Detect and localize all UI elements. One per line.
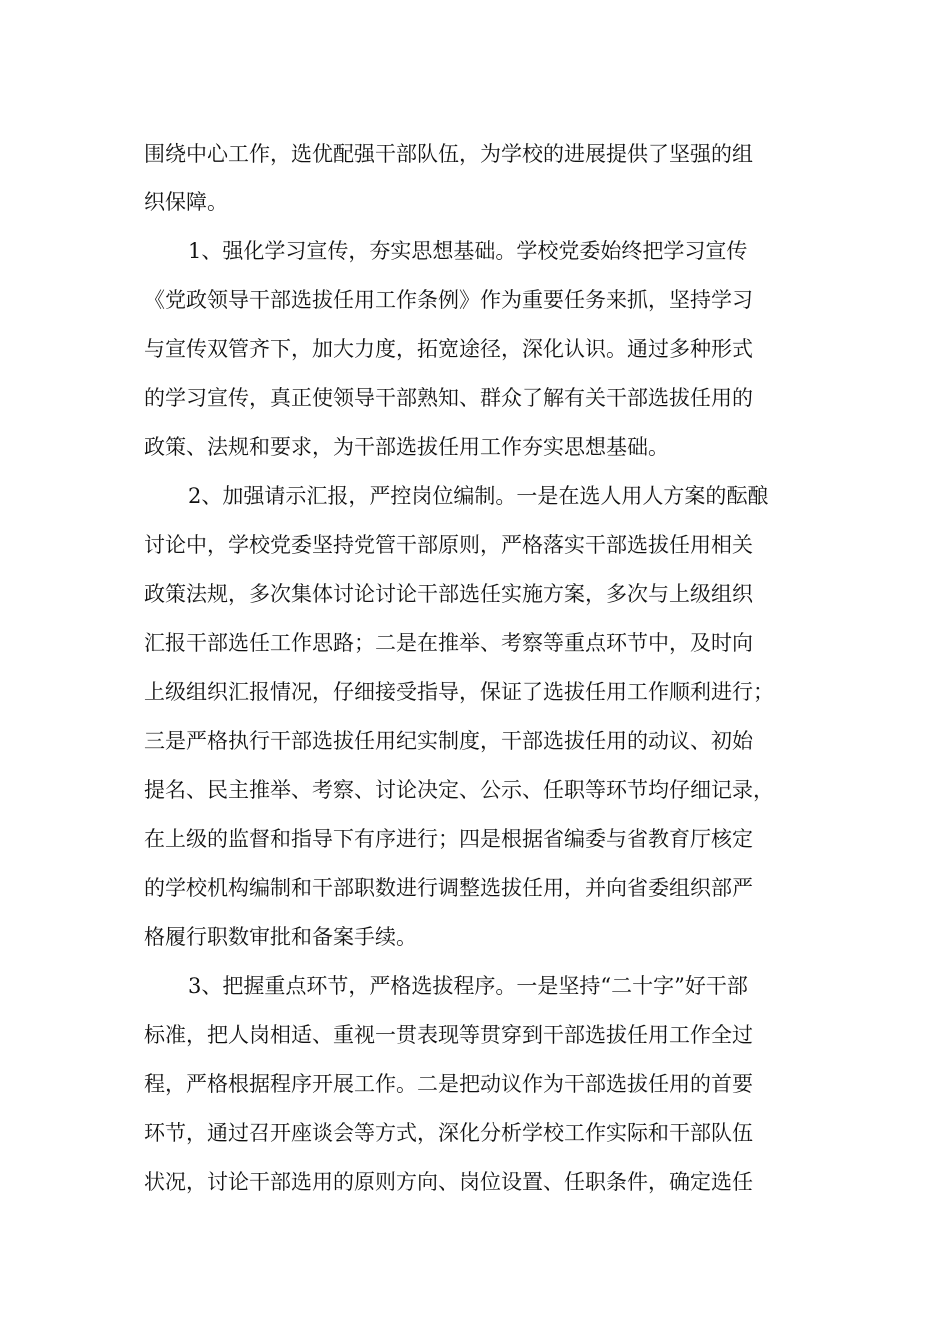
text-line: 织保障。 [144, 190, 228, 214]
text-line: 的学校机构编制和干部职数进行调整选拔任用，并向省委组织部严 [144, 876, 753, 900]
text-line: 在上级的监督和指导下有序进行；四是根据省编委与省教育厅核定 [144, 827, 753, 851]
text-line: 标准，把人岗相适、重视一贯表现等贯穿到干部选拔任用工作全过 [144, 1023, 753, 1047]
text-line: 程，严格根据程序开展工作。二是把动议作为干部选拔任用的首要 [144, 1072, 753, 1096]
text-line: 的学习宣传，真正使领导干部熟知、群众了解有关干部选拔任用的 [144, 386, 753, 410]
text-line: 讨论中，学校党委坚持党管干部原则，严格落实干部选拔任用相关 [144, 533, 753, 557]
text-line: 汇报干部选任工作思路；二是在推举、考察等重点环节中，及时向 [144, 631, 753, 655]
text-line: 三是严格执行干部选拔任用纪实制度，干部选拔任用的动议、初始 [144, 729, 753, 753]
text-line: 与宣传双管齐下，加大力度，拓宽途径，深化认识。通过多种形式 [144, 337, 753, 361]
text-line: 环节，通过召开座谈会等方式，深化分析学校工作实际和干部队伍 [144, 1121, 753, 1145]
text-line: 上级组织汇报情况，仔细接受指导，保证了选拔任用工作顺利进行； [144, 680, 774, 704]
text-line: 提名、民主推举、考察、讨论决定、公示、任职等环节均仔细记录， [144, 778, 774, 802]
text-line: 围绕中心工作，选优配强干部队伍，为学校的进展提供了坚强的组 [144, 142, 753, 166]
text-line: 状况，讨论干部选用的原则方向、岗位设置、任职条件，确定选任 [144, 1170, 753, 1194]
paragraph-1-start: 1、强化学习宣传，夯实思想基础。学校党委始终把学习宣传 [188, 239, 748, 263]
text-line: 《党政领导干部选拔任用工作条例》作为重要任务来抓，坚持学习 [144, 288, 753, 312]
paragraph-3-start: 3、把握重点环节，严格选拔程序。一是坚持“二十字”好干部 [188, 974, 748, 998]
text-line: 格履行职数审批和备案手续。 [144, 925, 417, 949]
text-line: 政策法规，多次集体讨论讨论干部选任实施方案，多次与上级组织 [144, 582, 753, 606]
paragraph-2-start: 2、加强请示汇报，严控岗位编制。一是在选人用人方案的酝酿 [188, 484, 769, 508]
text-line: 政策、法规和要求，为干部选拔任用工作夯实思想基础。 [144, 435, 669, 459]
